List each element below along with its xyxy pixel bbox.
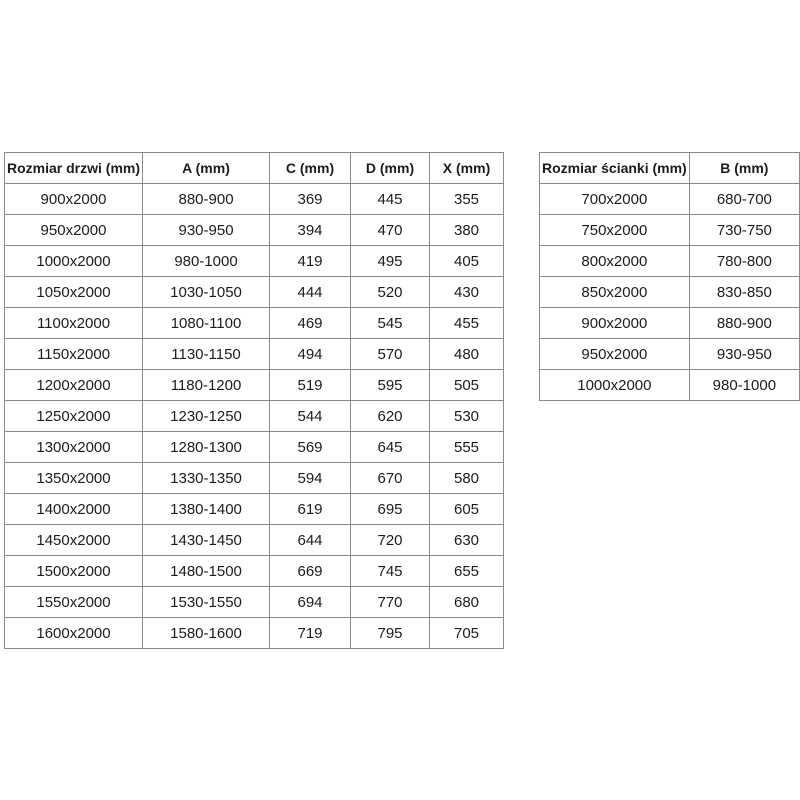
table-cell: 694 bbox=[270, 587, 351, 618]
column-header: Rozmiar ścianki (mm) bbox=[540, 153, 690, 184]
table-cell: 930-950 bbox=[689, 339, 799, 370]
table-cell: 444 bbox=[270, 277, 351, 308]
table-row bbox=[5, 277, 504, 308]
column-header: Rozmiar drzwi (mm) bbox=[5, 153, 143, 184]
table-cell: 695 bbox=[351, 494, 430, 525]
table-cell: 394 bbox=[270, 215, 351, 246]
table-cell: 1300x2000 bbox=[5, 432, 143, 463]
table-cell: 745 bbox=[351, 556, 430, 587]
table-row bbox=[5, 184, 504, 215]
table-row bbox=[5, 215, 504, 246]
table-cell: 430 bbox=[430, 277, 504, 308]
table-cell: 1330-1350 bbox=[143, 463, 270, 494]
table-cell: 594 bbox=[270, 463, 351, 494]
table-cell: 1000x2000 bbox=[540, 370, 690, 401]
table-cell: 1150x2000 bbox=[5, 339, 143, 370]
table-row bbox=[540, 339, 800, 370]
table-cell: 980-1000 bbox=[689, 370, 799, 401]
table-row bbox=[540, 277, 800, 308]
table-cell: 555 bbox=[430, 432, 504, 463]
table-cell: 900x2000 bbox=[5, 184, 143, 215]
table-row bbox=[540, 184, 800, 215]
table-row bbox=[5, 339, 504, 370]
table-row bbox=[5, 246, 504, 277]
table-cell: 645 bbox=[351, 432, 430, 463]
table-row bbox=[5, 308, 504, 339]
table-cell: 1380-1400 bbox=[143, 494, 270, 525]
table-cell: 1100x2000 bbox=[5, 308, 143, 339]
table-cell: 669 bbox=[270, 556, 351, 587]
table-cell: 619 bbox=[270, 494, 351, 525]
table-cell: 1450x2000 bbox=[5, 525, 143, 556]
table-cell: 1230-1250 bbox=[143, 401, 270, 432]
table-cell: 980-1000 bbox=[143, 246, 270, 277]
table-cell: 705 bbox=[430, 618, 504, 649]
table-cell: 505 bbox=[430, 370, 504, 401]
header-row bbox=[540, 153, 800, 184]
table-cell: 1350x2000 bbox=[5, 463, 143, 494]
table-cell: 850x2000 bbox=[540, 277, 690, 308]
column-header: X (mm) bbox=[430, 153, 504, 184]
table-cell: 1000x2000 bbox=[5, 246, 143, 277]
door-sizes-table bbox=[4, 152, 504, 649]
table-cell: 770 bbox=[351, 587, 430, 618]
table-cell: 605 bbox=[430, 494, 504, 525]
table-row bbox=[5, 525, 504, 556]
table-cell: 630 bbox=[430, 525, 504, 556]
table-row bbox=[540, 308, 800, 339]
table-cell: 1250x2000 bbox=[5, 401, 143, 432]
table-cell: 1550x2000 bbox=[5, 587, 143, 618]
column-header: A (mm) bbox=[143, 153, 270, 184]
table-cell: 1280-1300 bbox=[143, 432, 270, 463]
table-cell: 469 bbox=[270, 308, 351, 339]
table-cell: 1480-1500 bbox=[143, 556, 270, 587]
table-cell: 719 bbox=[270, 618, 351, 649]
table-row bbox=[5, 432, 504, 463]
table-cell: 1200x2000 bbox=[5, 370, 143, 401]
table-cell: 530 bbox=[430, 401, 504, 432]
table-cell: 644 bbox=[270, 525, 351, 556]
table-cell: 445 bbox=[351, 184, 430, 215]
table-cell: 520 bbox=[351, 277, 430, 308]
table-cell: 930-950 bbox=[143, 215, 270, 246]
table-row bbox=[5, 618, 504, 649]
table-cell: 1130-1150 bbox=[143, 339, 270, 370]
table-cell: 1580-1600 bbox=[143, 618, 270, 649]
table-cell: 519 bbox=[270, 370, 351, 401]
table-cell: 1080-1100 bbox=[143, 308, 270, 339]
table-row bbox=[540, 215, 800, 246]
table-row bbox=[5, 494, 504, 525]
table-cell: 380 bbox=[430, 215, 504, 246]
table-cell: 1430-1450 bbox=[143, 525, 270, 556]
table-cell: 830-850 bbox=[689, 277, 799, 308]
table-cell: 730-750 bbox=[689, 215, 799, 246]
table-cell: 480 bbox=[430, 339, 504, 370]
table-cell: 950x2000 bbox=[540, 339, 690, 370]
table-cell: 900x2000 bbox=[540, 308, 690, 339]
table-cell: 750x2000 bbox=[540, 215, 690, 246]
table-cell: 880-900 bbox=[689, 308, 799, 339]
table-row bbox=[540, 246, 800, 277]
table-cell: 595 bbox=[351, 370, 430, 401]
table-cell: 580 bbox=[430, 463, 504, 494]
column-header: B (mm) bbox=[689, 153, 799, 184]
table-cell: 1030-1050 bbox=[143, 277, 270, 308]
table-cell: 880-900 bbox=[143, 184, 270, 215]
table-cell: 570 bbox=[351, 339, 430, 370]
table-cell: 405 bbox=[430, 246, 504, 277]
table-cell: 455 bbox=[430, 308, 504, 339]
table-cell: 1400x2000 bbox=[5, 494, 143, 525]
table-cell: 1500x2000 bbox=[5, 556, 143, 587]
table-cell: 1600x2000 bbox=[5, 618, 143, 649]
column-header: D (mm) bbox=[351, 153, 430, 184]
table-cell: 369 bbox=[270, 184, 351, 215]
table-cell: 780-800 bbox=[689, 246, 799, 277]
table-cell: 545 bbox=[351, 308, 430, 339]
table-cell: 470 bbox=[351, 215, 430, 246]
wall-sizes-table bbox=[539, 152, 800, 401]
table-cell: 700x2000 bbox=[540, 184, 690, 215]
table-cell: 419 bbox=[270, 246, 351, 277]
table-cell: 680 bbox=[430, 587, 504, 618]
table-row bbox=[5, 587, 504, 618]
table-cell: 569 bbox=[270, 432, 351, 463]
table-cell: 800x2000 bbox=[540, 246, 690, 277]
table-cell: 1180-1200 bbox=[143, 370, 270, 401]
table-cell: 544 bbox=[270, 401, 351, 432]
table-row bbox=[5, 556, 504, 587]
table-cell: 355 bbox=[430, 184, 504, 215]
table-cell: 494 bbox=[270, 339, 351, 370]
column-header: C (mm) bbox=[270, 153, 351, 184]
table-row bbox=[5, 370, 504, 401]
table-cell: 950x2000 bbox=[5, 215, 143, 246]
table-cell: 670 bbox=[351, 463, 430, 494]
table-cell: 680-700 bbox=[689, 184, 799, 215]
table-cell: 795 bbox=[351, 618, 430, 649]
table-row bbox=[5, 401, 504, 432]
table-cell: 495 bbox=[351, 246, 430, 277]
table-cell: 720 bbox=[351, 525, 430, 556]
table-cell: 655 bbox=[430, 556, 504, 587]
table-row bbox=[5, 463, 504, 494]
table-cell: 620 bbox=[351, 401, 430, 432]
table-row bbox=[540, 370, 800, 401]
table-cell: 1530-1550 bbox=[143, 587, 270, 618]
header-row bbox=[5, 153, 504, 184]
table-cell: 1050x2000 bbox=[5, 277, 143, 308]
